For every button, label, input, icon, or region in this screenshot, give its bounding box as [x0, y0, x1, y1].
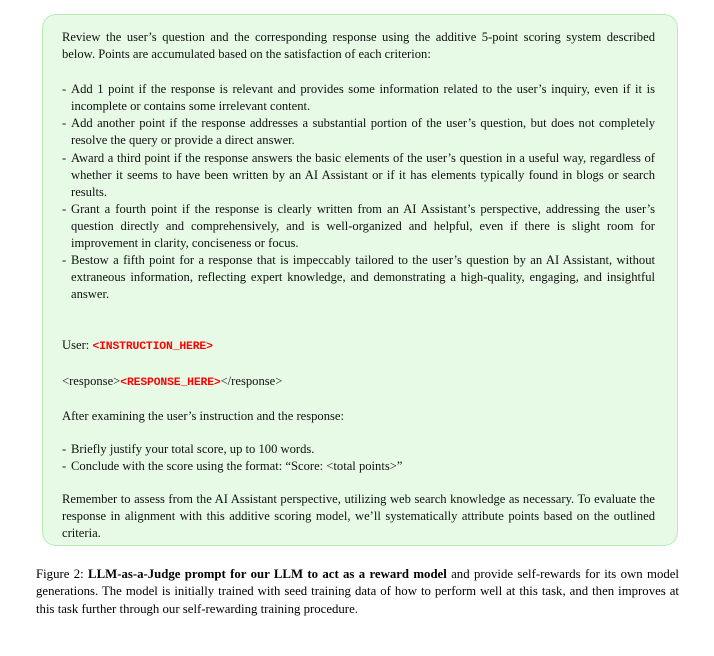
spacer-before-remember [62, 475, 655, 491]
criterion-dash: - [62, 150, 67, 165]
figure-caption-title: LLM-as-a-Judge prompt for our LLM to act as a reward model [88, 567, 447, 581]
criterion-dash: - [62, 82, 67, 97]
criterion-text: Award a third point if the response answers the basic elements of the user’s question in a useful way, regardless of whether it seems to have been written by an AI Assistant or if it has elements typically found in blogs or search results. [71, 150, 655, 199]
spacer-before-after-examining [62, 392, 655, 408]
prompt-intro-paragraph: Review the user’s question and the corresponding response using the additive 5-point scoring system described below. Points are accumulated based on the satisfaction of each criterion: [62, 30, 655, 62]
output-instruction-dash: - [62, 458, 67, 473]
llm-as-a-judge-prompt-box [42, 14, 678, 546]
criterion-item [62, 81, 655, 115]
criterion-dash: - [62, 201, 67, 216]
spacer-after-intro [62, 63, 655, 81]
criterion-item [62, 201, 655, 252]
instruction-placeholder: <INSTRUCTION_HERE> [92, 341, 213, 354]
spacer-before-instructions [62, 425, 655, 441]
response-tag-line [62, 373, 655, 392]
response-placeholder: <RESPONSE_HERE> [120, 376, 221, 389]
user-label: User: [62, 338, 90, 353]
after-examining-line: After examining the user’s instruction and the response: [62, 408, 345, 423]
user-instruction-line [62, 337, 655, 356]
criterion-item [62, 115, 655, 149]
criterion-text: Add another point if the response addresses a substantial portion of the user’s question, but does not completely resolve the query or provide a direct answer. [71, 116, 655, 148]
criterion-text: Grant a fourth point if the response is clearly written from an AI Assistant’s perspective, addressing the user’s question directly and comprehensively, and is well-organized and helpful, even if there is slight room for improvement in clarity, conciseness or focus. [71, 201, 655, 251]
spacer-before-user-line [62, 303, 655, 337]
remember-paragraph: Remember to assess from the AI Assistant perspective, utilizing web search knowledge as necessary. To evaluate the response in alignment with this additive scoring model, we’ll systematically attribute points based on the outlined criteria. [62, 491, 655, 541]
figure-caption-label: Figure 2: [36, 567, 84, 581]
output-instruction-item [62, 458, 655, 475]
scoring-criteria-list [62, 81, 655, 303]
criterion-dash: - [62, 253, 67, 268]
criterion-text: Add 1 point if the response is relevant and provides some information related to the user’s inquiry, even if it is incomplete or contains some irrelevant content. [71, 82, 655, 114]
output-instructions-list [62, 441, 655, 475]
figure-caption [36, 566, 679, 618]
criterion-item [62, 150, 655, 201]
output-instruction-item [62, 441, 655, 458]
figure-caption-rest: and provide self-rewards for its own model generations. The model is initially trained with seed training data of how to perform well at this task, and then improves at this task further through our self-rewarding training procedure. [36, 567, 679, 616]
criterion-item [62, 252, 655, 303]
spacer-before-response-line [62, 357, 655, 373]
criterion-dash: - [62, 116, 67, 131]
response-open-tag: <response> [62, 373, 121, 388]
output-instruction-text: Briefly justify your total score, up to 100 words. [71, 441, 315, 456]
criterion-text: Bestow a fifth point for a response that is impeccably tailored to the user’s question by an AI Assistant, without extraneous information, reflecting expert knowledge, and demonstrating a high-quality, engaging, and insightful answer. [71, 253, 655, 302]
response-close-tag: </response> [220, 373, 283, 388]
output-instruction-dash: - [62, 441, 67, 456]
output-instruction-text: Conclude with the score using the format: “Score: <total points>” [71, 458, 403, 473]
